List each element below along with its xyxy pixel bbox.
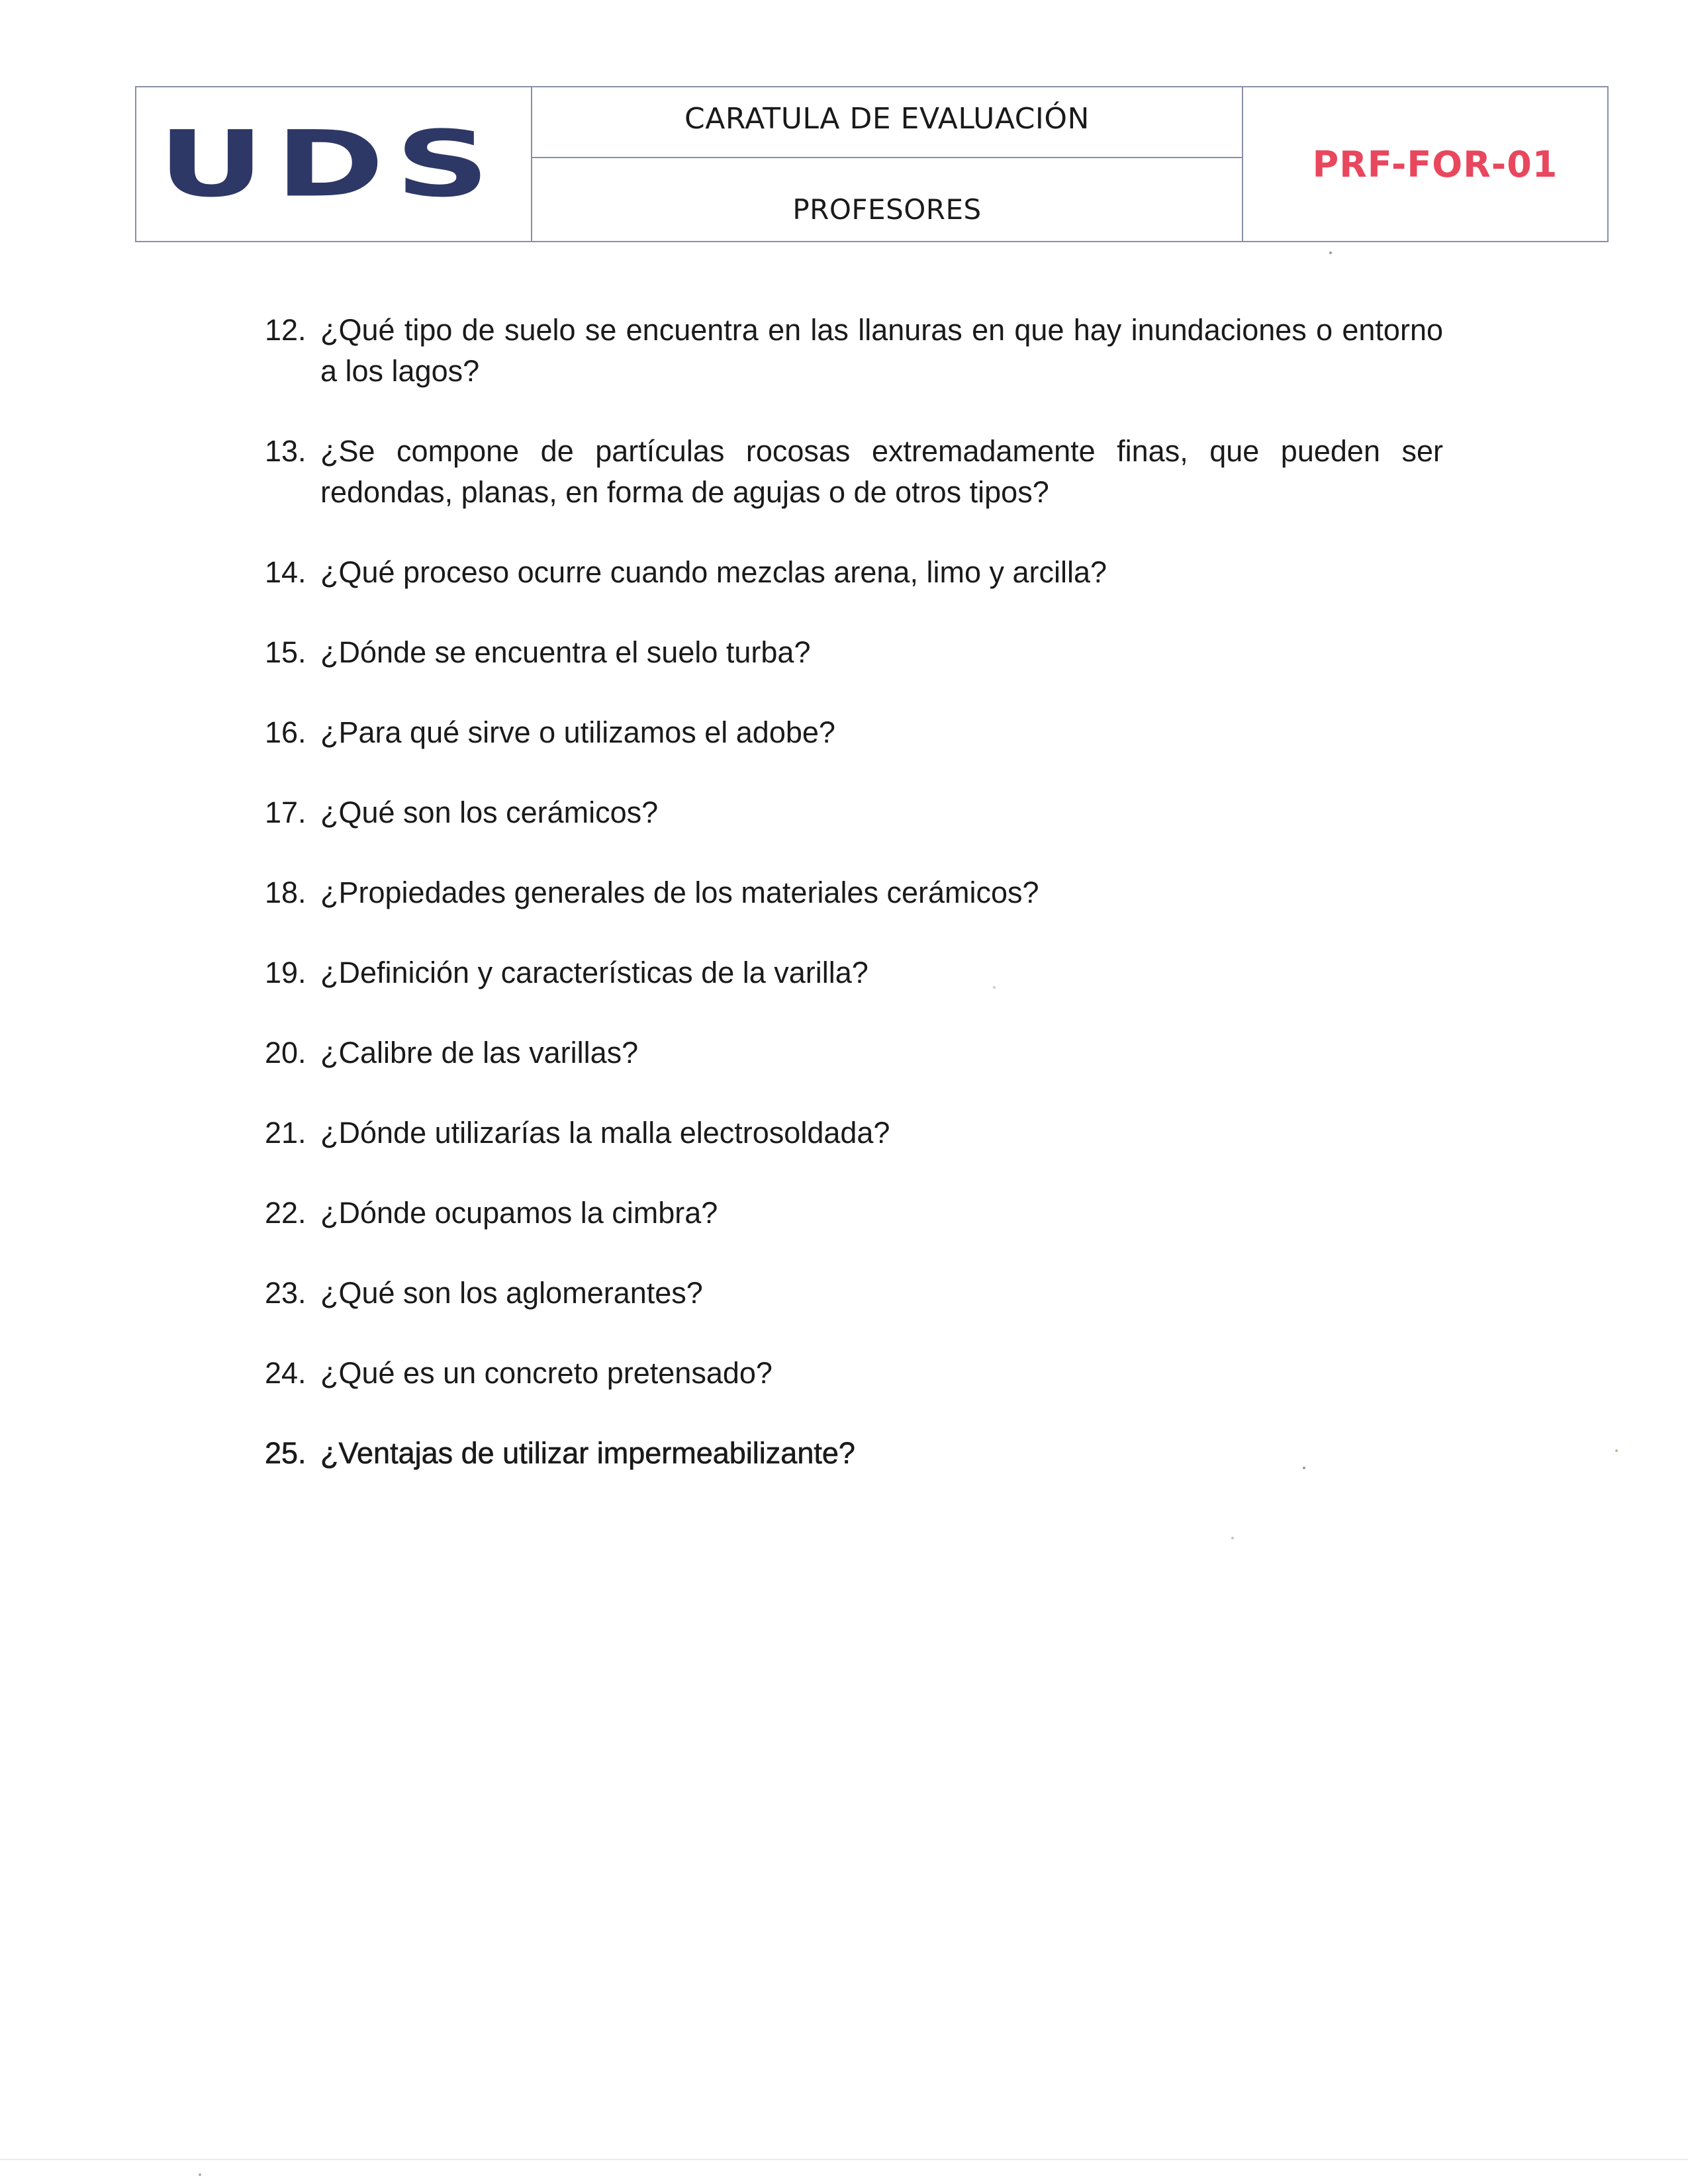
- question-item: [265, 1113, 1443, 1154]
- uds-logo: UDS: [158, 111, 500, 218]
- question-text: ¿Calibre de las varillas?: [320, 1036, 639, 1069]
- question-number: 22.: [265, 1196, 306, 1230]
- question-item: [265, 872, 1443, 913]
- question-list: [265, 310, 1443, 1513]
- document-subtitle: PROFESORES: [792, 193, 982, 226]
- question-number: 12.: [265, 313, 306, 347]
- question-item: [265, 1433, 1443, 1474]
- question-number: 15.: [265, 635, 306, 669]
- question-text: ¿Definición y características de la varilla?: [320, 956, 868, 989]
- scan-edge: [0, 2159, 1688, 2160]
- question-item: [265, 1273, 1443, 1314]
- logo-cell: [136, 87, 532, 241]
- question-item: [265, 552, 1443, 593]
- question-item: [265, 712, 1443, 753]
- question-text: ¿Qué es un concreto pretensado?: [320, 1356, 773, 1390]
- question-item: [265, 1032, 1443, 1073]
- scan-speck: [1329, 251, 1332, 254]
- question-number: 16.: [265, 715, 306, 749]
- question-text: ¿Dónde ocupamos la cimbra?: [320, 1196, 718, 1230]
- question-number: 19.: [265, 956, 306, 989]
- scan-speck: [199, 2173, 201, 2176]
- question-item: [265, 1353, 1443, 1394]
- question-number: 25.: [265, 1436, 306, 1470]
- question-text: ¿Se compone de partículas rocosas extremadamente finas, que pueden ser redondas, planas, en forma de agujas o de otros tipos?: [320, 434, 1443, 509]
- question-number: 17.: [265, 796, 306, 829]
- question-item: [265, 1193, 1443, 1234]
- evaluation-header-table: [135, 86, 1609, 242]
- question-text: ¿Qué tipo de suelo se encuentra en las llanuras en que hay inundaciones o entorno a los lagos?: [320, 313, 1443, 388]
- scan-speck: [993, 986, 996, 989]
- question-text: ¿Qué son los aglomerantes?: [320, 1276, 703, 1310]
- question-text: ¿Qué son los cerámicos?: [320, 796, 659, 829]
- question-item: [265, 952, 1443, 993]
- title-cell: [532, 87, 1243, 241]
- document-title: CARATULA DE EVALUACIÓN: [532, 87, 1242, 158]
- question-item: [265, 632, 1443, 673]
- scan-speck: [1615, 1449, 1618, 1452]
- question-item: [265, 431, 1443, 513]
- question-number: 21.: [265, 1116, 306, 1150]
- question-item: [265, 792, 1443, 833]
- question-text: ¿Ventajas de utilizar impermeabilizante?: [320, 1436, 855, 1470]
- scan-speck: [1303, 1467, 1305, 1469]
- question-item: [265, 310, 1443, 392]
- code-cell: [1243, 87, 1607, 241]
- question-text: ¿Dónde se encuentra el suelo turba?: [320, 635, 811, 669]
- question-text: ¿Dónde utilizarías la malla electrosoldada?: [320, 1116, 890, 1150]
- question-number: 24.: [265, 1356, 306, 1390]
- question-text: ¿Propiedades generales de los materiales cerámicos?: [320, 876, 1039, 909]
- question-number: 13.: [265, 434, 306, 468]
- question-number: 18.: [265, 876, 306, 909]
- question-number: 14.: [265, 555, 306, 589]
- question-number: 20.: [265, 1036, 306, 1069]
- form-code: PRF-FOR-01: [1312, 143, 1558, 185]
- scan-speck: [1231, 1537, 1234, 1539]
- question-text: ¿Para qué sirve o utilizamos el adobe?: [320, 715, 835, 749]
- question-number: 23.: [265, 1276, 306, 1310]
- question-text: ¿Qué proceso ocurre cuando mezclas arena, limo y arcilla?: [320, 555, 1107, 589]
